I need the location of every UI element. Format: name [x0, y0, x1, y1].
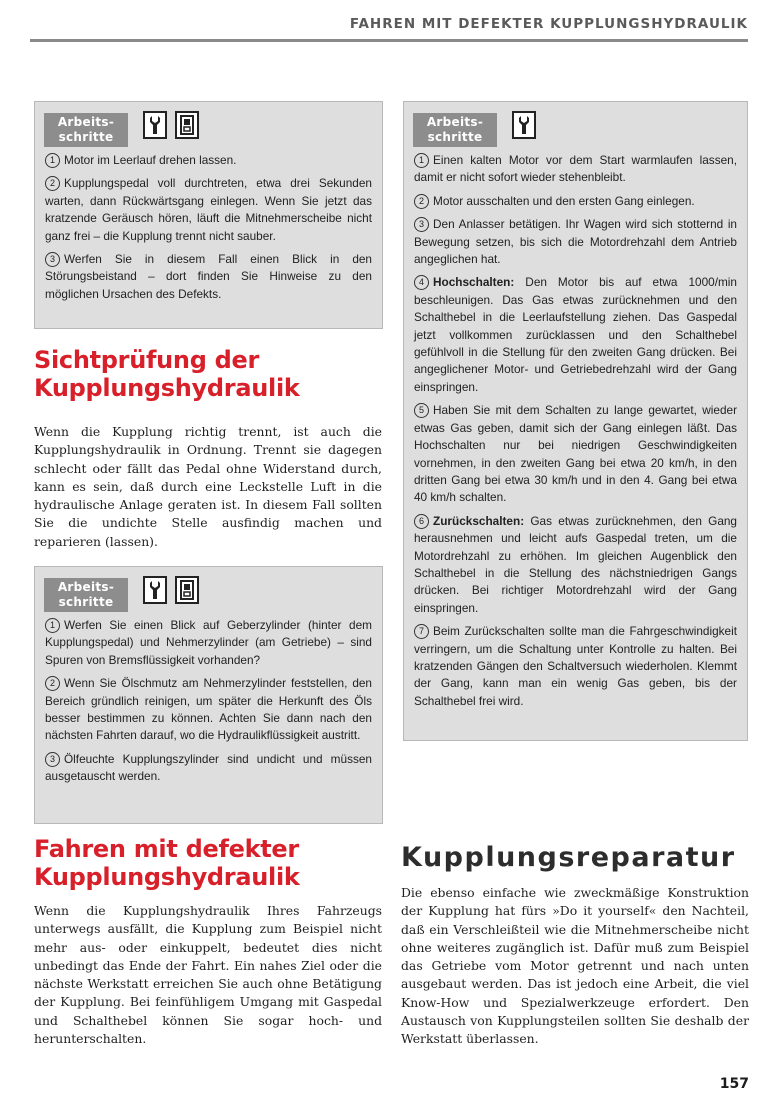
heading-line-2: Kupplungshydraulik	[34, 374, 300, 402]
box-header	[35, 567, 382, 613]
step-number-icon: 1	[45, 153, 60, 168]
wrench-icon	[143, 111, 167, 139]
step-number-icon: 6	[414, 514, 429, 529]
badge-line-2: schritte	[58, 595, 114, 609]
step-text: Kupplungspedal voll durchtreten, etwa drei Sekunden warten, dann Rückwärtsgang einlegen. Wenn Sie jetzt das kratzende Geräusch hören, läuft die Mitnehmerscheibe nicht ganz frei – die Kupplung trennt nicht sauber.	[45, 176, 372, 243]
step-text: Den Anlasser betätigen. Ihr Wagen wird sich stotternd in Bewegung setzen, bis sich die Motordrehzahl dem Antrieb angeglichen hat.	[414, 217, 737, 267]
work-steps-box-2	[34, 566, 383, 824]
step-number-icon: 2	[45, 176, 60, 191]
step-item	[404, 623, 747, 710]
step-item	[404, 152, 747, 187]
heading-line-1: Sichtprüfung der	[34, 346, 260, 374]
heading-line-1: Fahren mit defekter	[34, 835, 299, 863]
step-item	[35, 175, 382, 245]
heading-line-2: Kupplungshydraulik	[34, 863, 300, 891]
step-text: Wenn Sie Ölschmutz am Nehmerzylinder feststellen, den Bereich gründlich reinigen, um später die Herkunft des Öls besser bestimmen zu können. Achten Sie dann nach den nächsten Fahrten darauf, wo die Hydraulikflüssigkeit austritt.	[45, 676, 372, 743]
step-number-icon: 3	[45, 752, 60, 767]
step-number-icon: 2	[45, 676, 60, 691]
box-header	[35, 102, 382, 148]
step-number-icon: 3	[414, 217, 429, 232]
step-item	[404, 402, 747, 506]
step-item	[404, 193, 747, 210]
paragraph-kupplungsreparatur: Die ebenso einfache wie zweckmäßige Konstruktion der Kupplung hat fürs »Do it yourself« den Nachteil, daß ein Verschleißteil wie die Mitnehmerscheibe nicht ohne weiteres zugänglich ist. Dafür muß zum Beispiel das Getriebe vom Motor getrennt und nach unten ausgebaut werden. Das ist jedoch eine Arbeit, die viel Know-How und Spezialwerkzeuge erfordert. Den Austausch von Kupplungsteilen sollten Sie deshalb der Werkstatt überlassen.	[401, 885, 749, 1047]
work-steps-badge	[44, 113, 128, 147]
box2-steps	[35, 617, 382, 786]
step-item	[404, 274, 747, 396]
step-label: Zurückschalten:	[433, 513, 525, 528]
running-head-text: FAHREN MIT DEFEKTER KUPPLUNGSHYDRAULIK	[349, 16, 748, 32]
step-text: Werfen Sie in diesem Fall einen Blick in den Störungsbeistand – dort finden Sie Hinweise zu den möglichen Ursachen des Defekts.	[45, 252, 372, 301]
step-text: Motor ausschalten und den ersten Gang einlegen.	[433, 193, 695, 208]
box3-steps	[404, 152, 747, 710]
work-steps-badge	[413, 113, 497, 147]
badge-line-1: Arbeits-	[57, 580, 115, 594]
heading-fahren	[34, 835, 300, 891]
gauge-icon	[175, 111, 199, 139]
step-text: Beim Zurückschalten sollte man die Fahrgeschwindigkeit verringern, um die Schaltung unter Kontrolle zu halten. Bei kratzenden Gängen den Schaltversuch wiederholen. Klemmt der Gang, kann man ein wenig Gas geben, bis der Schalthebel frei wird.	[414, 624, 737, 708]
running-head	[30, 13, 748, 42]
paragraph-sichtpruefung: Wenn die Kupplung richtig trennt, ist auch die Kupplungshydraulik in Ordnung. Trennt sie dagegen schlecht oder fällt das Pedal ohne Widerstand durch, kann es sein, daß durch eine Leckstelle Luft in die hydraulische Anlage geraten ist. In diesem Fall sollten Sie die undichte Stelle ausfindig machen und reparieren (lassen).	[34, 424, 382, 549]
page-number: 157	[719, 1076, 749, 1092]
step-number-icon: 3	[45, 252, 60, 267]
wrench-icon	[143, 576, 167, 604]
step-item	[35, 152, 382, 169]
step-label: Hochschalten:	[433, 275, 515, 290]
step-item	[35, 251, 382, 303]
heading-sichtpruefung	[34, 346, 300, 402]
step-text: Gas etwas zurücknehmen, den Gang herausnehmen und leicht aufs Gaspedal treten, um die Motordrehzahl zu erhöhen. Im gleichen Augenblick den Schalthebel in die Stellung des nächstniedrigen Gangs drücken. Bei richtiger Motordrehzahl wird der Gang einspringen.	[414, 513, 737, 615]
heading-kupplungsreparatur: Kupplungsreparatur	[401, 842, 736, 873]
step-item	[404, 513, 747, 617]
work-steps-box-1	[34, 101, 383, 329]
step-text: Einen kalten Motor vor dem Start warmlaufen lassen, damit er nicht sofort wieder stehenbleibt.	[414, 153, 737, 185]
step-item	[35, 751, 382, 786]
paragraph-fahren: Wenn die Kupplungshydraulik Ihres Fahrzeugs unterwegs ausfällt, die Kupplung zum Beispiel nicht mehr aus- oder einkuppelt, bedeutet dies nicht unbedingt das Ende der Fahrt. Ein nahes Ziel oder die nächste Werkstatt erreichen Sie auch ohne Betätigung der Kupplung. Bei feinfühligem Umgang mit Gaspedal und Schalthebel können Sie sogar hoch- und herunterschalten.	[34, 903, 382, 1047]
step-number-icon: 4	[414, 275, 429, 290]
badge-line-1: Arbeits-	[426, 115, 484, 129]
gauge-icon	[175, 576, 199, 604]
step-item	[35, 675, 382, 745]
work-steps-badge	[44, 578, 128, 612]
wrench-icon	[512, 111, 536, 139]
step-item	[35, 617, 382, 669]
step-text: Ölfeuchte Kupplungszylinder sind undicht und müssen ausgetauscht werden.	[45, 751, 372, 784]
box1-steps	[35, 152, 382, 303]
step-text: Haben Sie mit dem Schalten zu lange gewartet, wieder etwas Gas geben, damit sich der Gang einlegen läßt. Das Hochschalten nur bei niedrigen Geschwindigkeiten vornehmen, in den zweiten Gang bei etwa 20 km/h, in den dritten Gang bei etwa 30 km/h und in den 4. Gang bei etwa 40 km/h schalten.	[414, 403, 737, 505]
step-number-icon: 1	[45, 618, 60, 633]
step-text: Den Motor bis auf etwa 1000/min beschleunigen. Das Gas etwas zurücknehmen und den Schalthebel in die Leerlaufstellung ziehen. Das Gaspedal jetzt vollkommen zurücklassen und den Schalthebel gefühlvoll in die Stellung für den zweiten Gang drücken. Bei angeglichener Motor- und Getriebedrehzahl wird der Gang einspringen.	[414, 275, 737, 394]
step-number-icon: 2	[414, 194, 429, 209]
step-number-icon: 7	[414, 624, 429, 639]
step-text: Motor im Leerlauf drehen lassen.	[64, 153, 237, 167]
badge-line-2: schritte	[427, 130, 483, 144]
box-header	[404, 102, 747, 148]
step-text: Werfen Sie einen Blick auf Geberzylinder (hinter dem Kupplungspedal) und Nehmerzylinder (am Getriebe) – sind Spuren von Bremsflüssigkeit vorhanden?	[45, 618, 372, 667]
work-steps-box-3	[403, 101, 748, 741]
step-number-icon: 1	[414, 153, 429, 168]
badge-line-2: schritte	[58, 130, 114, 144]
badge-line-1: Arbeits-	[57, 115, 115, 129]
step-number-icon: 5	[414, 403, 429, 418]
step-item	[404, 216, 747, 268]
